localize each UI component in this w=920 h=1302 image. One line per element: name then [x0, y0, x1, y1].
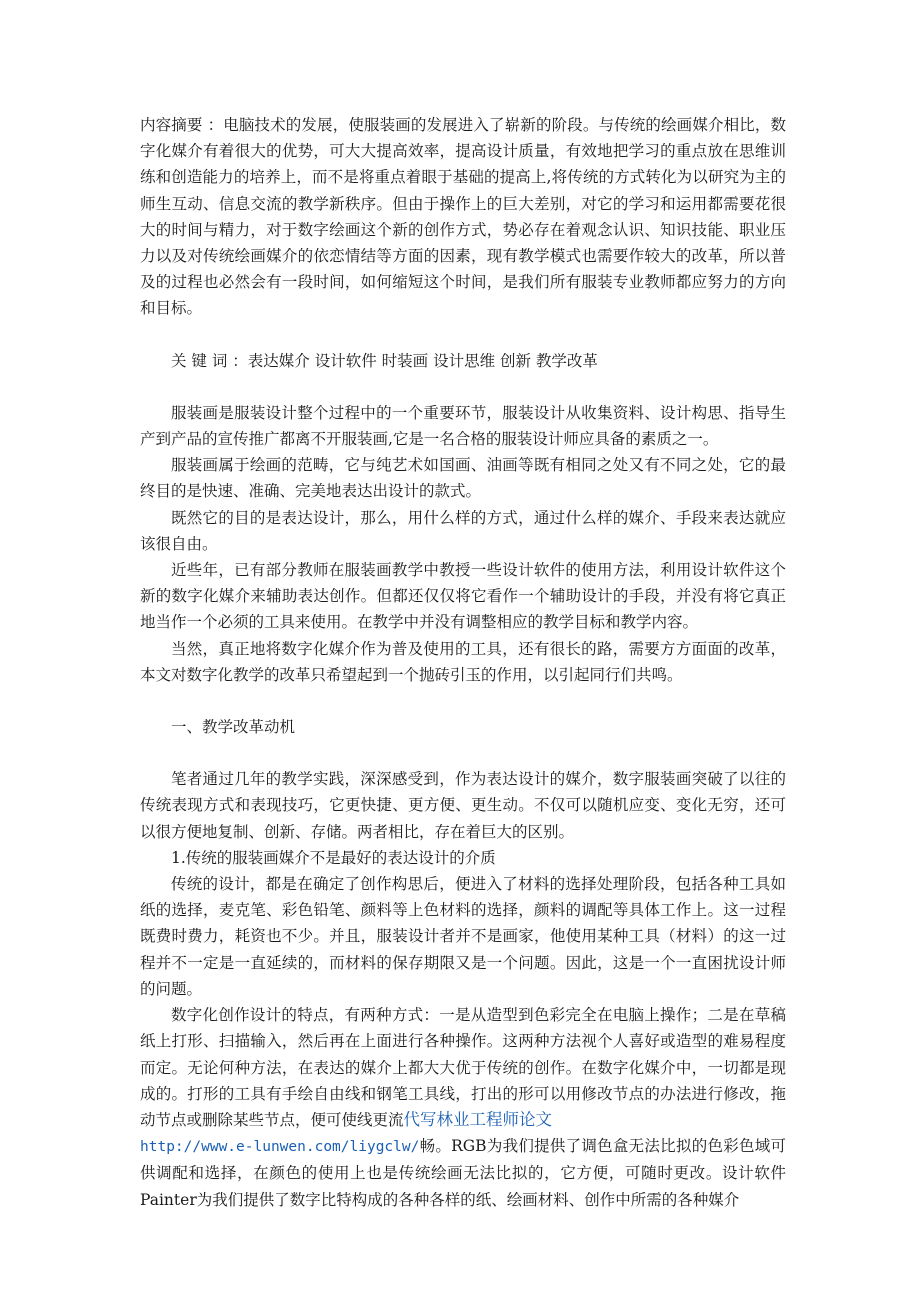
intro-paragraph: 服装画属于绘画的范畴，它与纯艺术如国画、油画等既有相同之处又有不同之处，它的最终目的是快速、准确、完美地表达出设计的款式。 [140, 456, 786, 501]
intro-paragraph: 服装画是服装设计整个过程中的一个重要环节，服装设计从收集资料、设计构思、指导生产到产品的宣传推广都离不开服装画,它是一名合格的服装设计师应具备的素质之一。 [140, 403, 786, 449]
paragraph-text-before-link: 数字化创作设计的特点，有两种方式：一是从造型到色彩完全在电脑上操作；二是在草稿纸上打形、扫描输入，然后再在上面进行各种操作。这两种方法视个人喜好或造型的难易程度而定。无论何种方法，在表达的媒介上都大大优于传统的创作。在数字化媒介中，一切都是现成的。打形的工具有手绘自由线和钢笔工具线，打出的形可以用修改节点的办法进行修改，拖动节点或删除某些节点，便可使线更流 [140, 1006, 786, 1129]
document-body [140, 112, 786, 1213]
intro-paragraph: 既然它的目的是表达设计，那么，用什么样的方式，通过什么样的媒介、手段来表达就应该很自由。 [140, 508, 786, 553]
thesis-link-url[interactable]: http://www.e-lunwen.com/liygclw/ [140, 1139, 420, 1156]
intro-paragraph: 近些年，已有部分教师在服装画教学中教授一些设计软件的使用方法，利用设计软件这个新的数字化媒介来辅助表达创作。但都还仅仅将它看作一个辅助设计的手段，并没有将它真正地当作一个必须的工具来使用。在教学中并没有调整相应的教学目标和教学内容。 [140, 561, 786, 632]
thesis-link-text[interactable]: 代写林业工程师论文 [403, 1109, 553, 1129]
body-paragraph: 传统的设计，都是在确定了创作构思后，便进入了材料的选择处理阶段，包括各种工具如纸的选择，麦克笔、彩色铅笔、颜料等上色材料的选择，颜料的调配等具体工作上。这一过程既费时费力，耗资也不少。并且，服装设计者并不是画家，他使用某种工具（材料）的这一过程并不一定是一直延续的，而材料的保存期限又是一个问题。因此，这是一个一直困扰设计师的问题。 [140, 875, 786, 998]
body-paragraph-with-link [140, 1002, 786, 1213]
body-paragraph: 笔者通过几年的教学实践，深深感受到，作为表达设计的媒介，数字服装画突破了以往的传统表现方式和表现技巧，它更快捷、更方便、更生动。不仅可以随机应变、变化无穷，还可以很方便地复制、创新、存储。两者相比，存在着巨大的区别。 [140, 770, 786, 841]
subheading: 1.传统的服装画媒介不是最好的表达设计的介质 [171, 848, 496, 867]
abstract-paragraph: 内容摘要 ：电脑技术的发展，使服装画的发展进入了崭新的阶段。与传统的绘画媒介相比，数字化媒介有着很大的优势，可大大提高效率，提高设计质量，有效地把学习的重点放在思维训练和创造能力的培养上，而不是将重点着眼于基础的提高上,将传统的方式转化为以研究为主的师生互动、信息交流的教学新秩序。但由于操作上的巨大差别，对它的学习和运用都需要花很大的时间与精力，对于数字绘画这个新的创作方式，势必存在着观念认识、知识技能、职业压力以及对传统绘画媒介的依恋情结等方面的因素，现有教学模式也需要作较大的改革，所以普及的过程也必然会有一段时间，如何缩短这个时间，是我们所有服装专业教师都应努力的方向和目标。 [140, 116, 786, 318]
section-heading: 一、教学改革动机 [171, 718, 296, 737]
intro-paragraph: 当然，真正地将数字化媒介作为普及使用的工具，还有很长的路，需要方方面面的改革，本文对数字化教学的改革只希望起到一个抛砖引玉的作用，以引起同行们共鸣。 [140, 639, 786, 684]
keywords-line: 关 键 词 ：表达媒介 设计软件 时装画 设计思维 创新 教学改革 [171, 351, 598, 370]
paragraph-text-after-link: 畅。RGB为我们提供了调色盒无法比拟的色彩色域可供调配和选择，在颜色的使用上也是传统绘画无法比拟的，它方便，可随时更改。设计软件Painter为我们提供了数字比特构成的各种各样的纸、绘画材料、创作中所需的各种媒介 [140, 1137, 786, 1209]
